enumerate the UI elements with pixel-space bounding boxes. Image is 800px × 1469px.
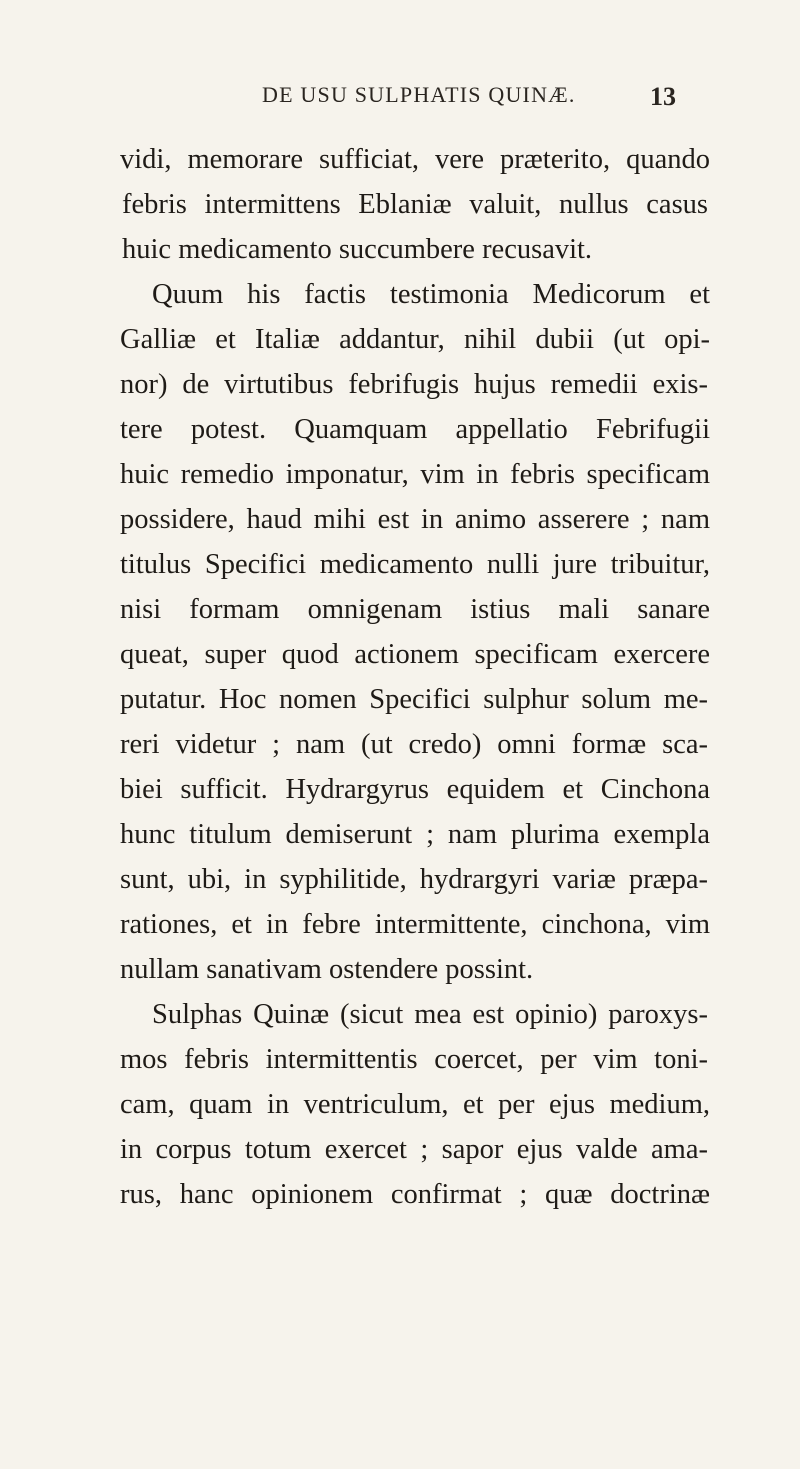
text-line: mos febris intermittentis coercet, per vim toni- <box>120 1044 708 1075</box>
text-line: rus, hanc opinionem confirmat ; quæ doctrinæ <box>120 1179 710 1210</box>
text-line: huic medicamento succumbere recusavit. <box>122 234 593 265</box>
text-line: huic remedio imponatur, vim in febris specificam <box>120 459 710 490</box>
text-line: nor) de virtutibus febrifugis hujus remedii exis- <box>120 369 708 400</box>
text-line: tere potest. Quamquam appellatio Febrifugii <box>120 414 710 445</box>
text-line: Galliæ et Italiæ addantur, nihil dubii (ut opi- <box>120 324 710 355</box>
text-line: titulus Specifici medicamento nulli jure tribuitur, <box>120 549 710 580</box>
text-line: nullam sanativam ostendere possint. <box>120 954 534 985</box>
text-line: putatur. Hoc nomen Specifici sulphur solum me- <box>120 684 708 715</box>
page-number: 13 <box>650 82 676 111</box>
text-line: cam, quam in ventriculum, et per ejus medium, <box>120 1089 710 1120</box>
text-line: Sulphas Quinæ (sicut mea est opinio) paroxys- <box>152 999 708 1030</box>
text-line: biei sufficit. Hydrargyrus equidem et Cinchona <box>120 774 710 805</box>
text-line: queat, super quod actionem specificam exercere <box>120 639 710 670</box>
running-head: DE USU SULPHATIS QUINÆ. <box>262 82 576 107</box>
text-line: reri videtur ; nam (ut credo) omni formæ sca- <box>120 729 708 760</box>
text-line: nisi formam omnigenam istius mali sanare <box>120 594 710 625</box>
page-header <box>0 82 800 112</box>
text-line: in corpus totum exercet ; sapor ejus valde ama- <box>120 1134 708 1165</box>
text-line: Quum his factis testimonia Medicorum et <box>152 279 710 310</box>
text-line: vidi, memorare sufficiat, vere præterito, quando <box>120 144 710 175</box>
text-line: rationes, et in febre intermittente, cinchona, vim <box>120 909 710 940</box>
text-line: hunc titulum demiserunt ; nam plurima exempla <box>120 819 710 850</box>
text-line: febris intermittens Eblaniæ valuit, nullus casus <box>122 189 708 220</box>
text-line: sunt, ubi, in syphilitide, hydrargyri variæ præpa- <box>120 864 708 895</box>
text-line: possidere, haud mihi est in animo asserere ; nam <box>120 504 710 535</box>
